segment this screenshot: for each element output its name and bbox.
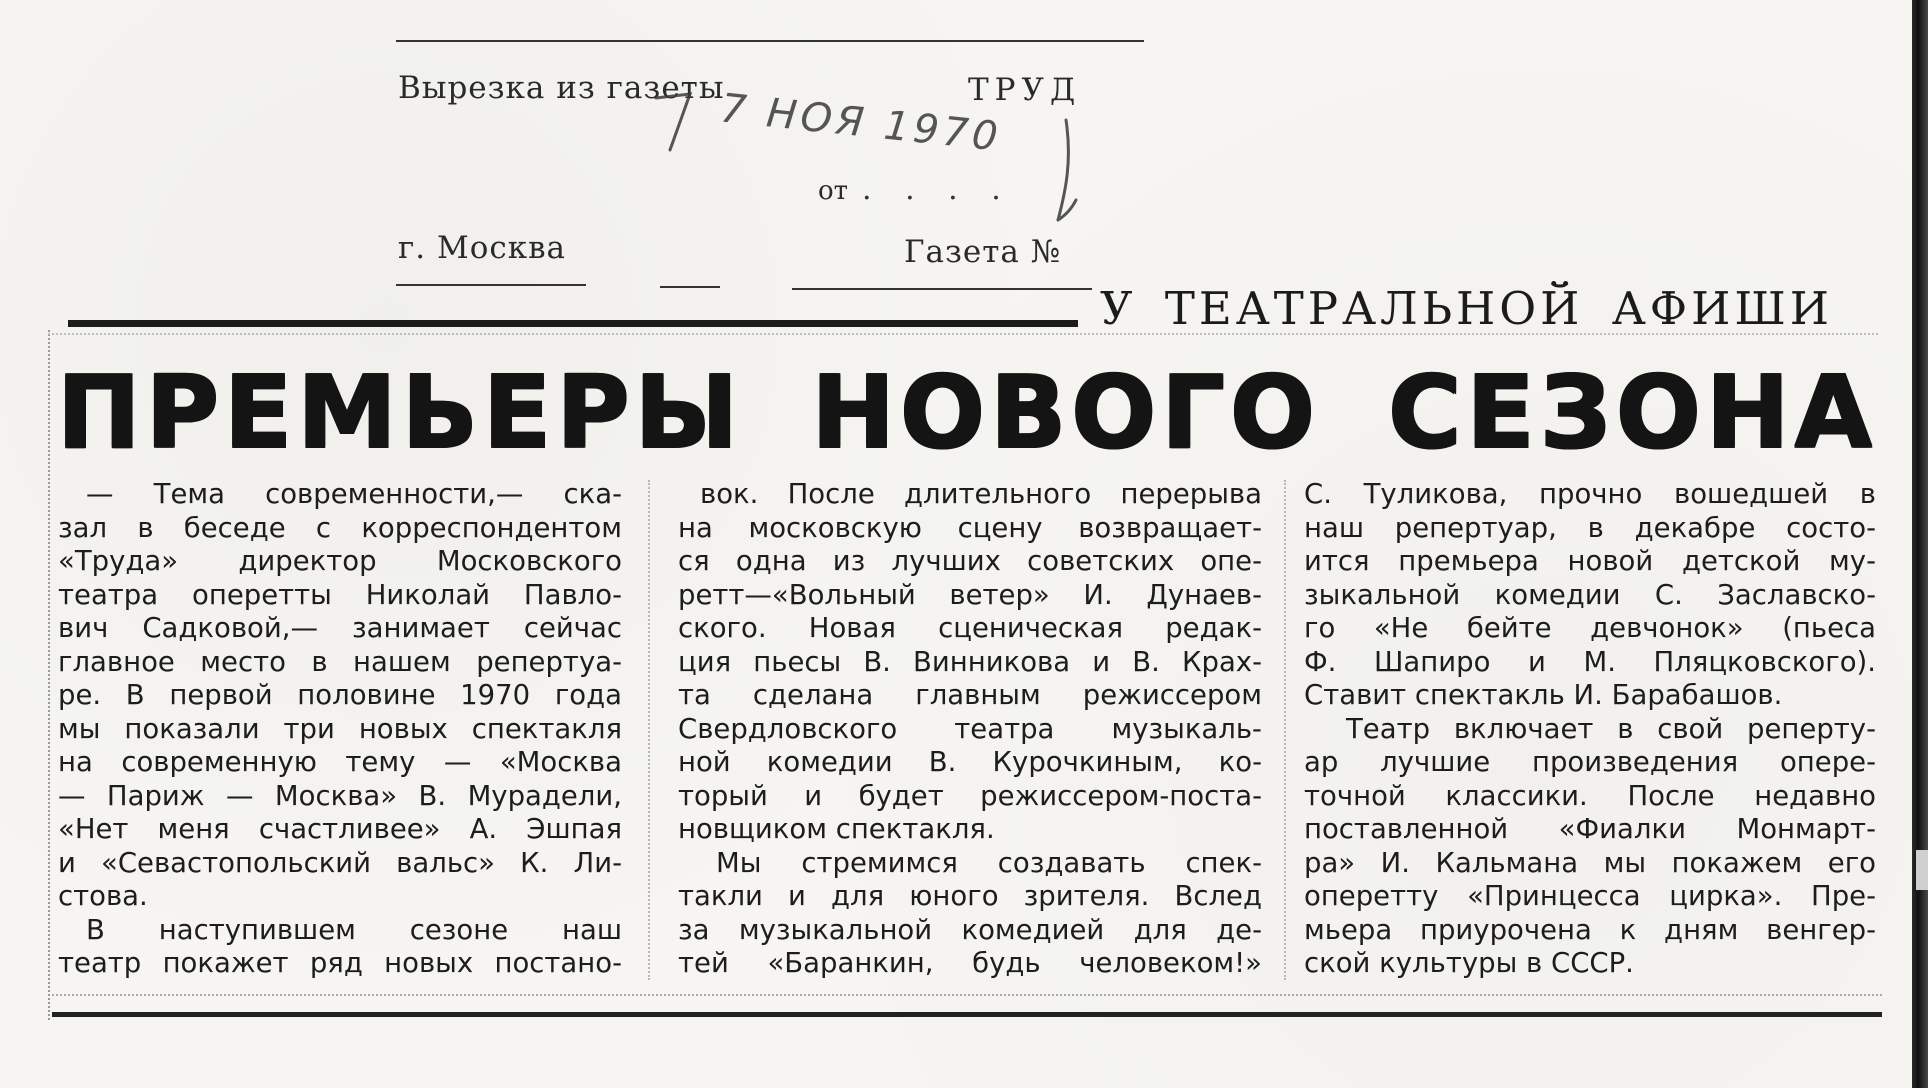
text-line: театра оперетты Николай Павло-	[58, 578, 622, 611]
text-line: ар лучшие произведения опере-	[1304, 746, 1876, 778]
article-headline: ПРЕМЬЕРЫ НОВОГО СЕЗОНА	[56, 353, 1876, 470]
rubric-rule	[68, 320, 1078, 327]
text-line: ится премьера новой детской му-	[1304, 545, 1876, 577]
text-line: зыкальной комедии С. Заславско-	[1304, 578, 1876, 611]
text-line: мы показали три новых спектакля	[58, 712, 622, 745]
article-column-2	[678, 478, 1262, 981]
scan-border-notch	[1916, 850, 1928, 890]
text-line: Мы стремимся создавать спек-	[716, 846, 1262, 879]
stamp-city-underline	[396, 284, 586, 286]
text-line: на современную тему — «Москва	[58, 746, 622, 778]
text-line: главное место в нашем репертуа-	[58, 645, 622, 678]
text-line: «Нет меня счастливее» А. Эшпая	[58, 813, 622, 845]
article-column-3	[1304, 478, 1876, 981]
stamp-label-date: от	[818, 176, 849, 206]
stamp-city: г. Москва	[398, 230, 567, 266]
text-line: ре. В первой половине 1970 года	[58, 679, 622, 711]
text-line: точной классики. После недавно	[1304, 779, 1876, 812]
text-line: ция пьесы В. Винникова и В. Крах-	[678, 645, 1262, 678]
stamp-label-from: Вырезка из газеты	[398, 70, 725, 106]
text-line: «Труда» директор Московского	[58, 545, 622, 577]
text-line: стова.	[58, 880, 148, 912]
text-line: та сделана главным режиссером	[678, 679, 1262, 711]
text-line: ретт—«Вольный ветер» И. Дунаев-	[678, 578, 1262, 611]
text-line: мьера приурочена к дням венгер-	[1304, 913, 1876, 946]
stamp-underline-dash	[660, 286, 720, 288]
text-line: и «Севастопольский вальс» К. Ли-	[58, 846, 622, 879]
text-line: такли и для юного зрителя. Вслед	[678, 880, 1262, 912]
text-line: вич Садковой,— занимает сейчас	[58, 612, 622, 644]
text-line: Свердловского театра музыкаль-	[678, 712, 1262, 745]
text-line: наш репертуар, в декабре состо-	[1304, 511, 1876, 544]
text-line: — Париж — Москва» В. Мурадели,	[58, 779, 622, 812]
clipping-bottom-dots	[52, 994, 1882, 996]
text-line: поставленной «Фиалки Монмарт-	[1304, 813, 1876, 845]
stamp-date-dots: . . . .	[862, 172, 1013, 207]
rubric-title: У ТЕАТРАЛЬНОЙ АФИШИ	[1100, 282, 1833, 335]
text-line: тей «Баранкин, будь человеком!»	[678, 947, 1262, 979]
text-line: С. Туликова, прочно вошедшей в	[1304, 478, 1876, 510]
text-line: ской культуры в СССР.	[1304, 947, 1634, 979]
clipping-left-border	[48, 330, 50, 1020]
text-line: театр покажет ряд новых постано-	[58, 947, 622, 979]
text-line: Ставит спектакль И. Барабашов.	[1304, 679, 1783, 711]
text-line: новщиком спектакля.	[678, 813, 995, 845]
clipping-bottom-rule	[52, 1012, 1882, 1017]
text-line: Театр включает в свой реперту-	[1346, 712, 1876, 745]
handwritten-date: 7 НОЯ 1970	[718, 85, 1004, 161]
text-line: оперетту «Принцесса цирка». Пре-	[1304, 880, 1876, 912]
column-divider	[648, 480, 650, 980]
text-line: на московскую сцену возвращает-	[678, 511, 1262, 544]
text-line: торый и будет режиссером-поста-	[678, 779, 1262, 812]
text-line: ского. Новая сценическая редак-	[678, 612, 1262, 644]
scan-border	[1912, 0, 1928, 1088]
column-divider	[1284, 480, 1286, 980]
stamp-label-issue: Газета №	[904, 234, 1062, 270]
stamp-top-rule	[396, 40, 1144, 42]
article-column-1	[58, 478, 622, 981]
text-line: — Тема современности,— ска-	[86, 478, 622, 510]
text-line: ной комедии В. Курочкиным, ко-	[678, 746, 1262, 778]
text-line: Ф. Шапиро и М. Пляцковского).	[1304, 645, 1876, 678]
text-line: вок. После длительного перерыва	[700, 478, 1262, 510]
text-line: за музыкальной комедией для де-	[678, 913, 1262, 946]
stamp-newspaper-name: ТРУД	[968, 72, 1082, 108]
text-line: ся одна из лучших советских опе-	[678, 545, 1262, 577]
text-line: го «Не бейте девчонок» (пьеса	[1304, 612, 1876, 644]
text-line: В наступившем сезоне наш	[86, 913, 622, 946]
text-line: ра» И. Кальмана мы покажем его	[1304, 846, 1876, 879]
stamp-issue-underline	[792, 288, 1092, 290]
text-line: зал в беседе с корреспондентом	[58, 511, 622, 544]
